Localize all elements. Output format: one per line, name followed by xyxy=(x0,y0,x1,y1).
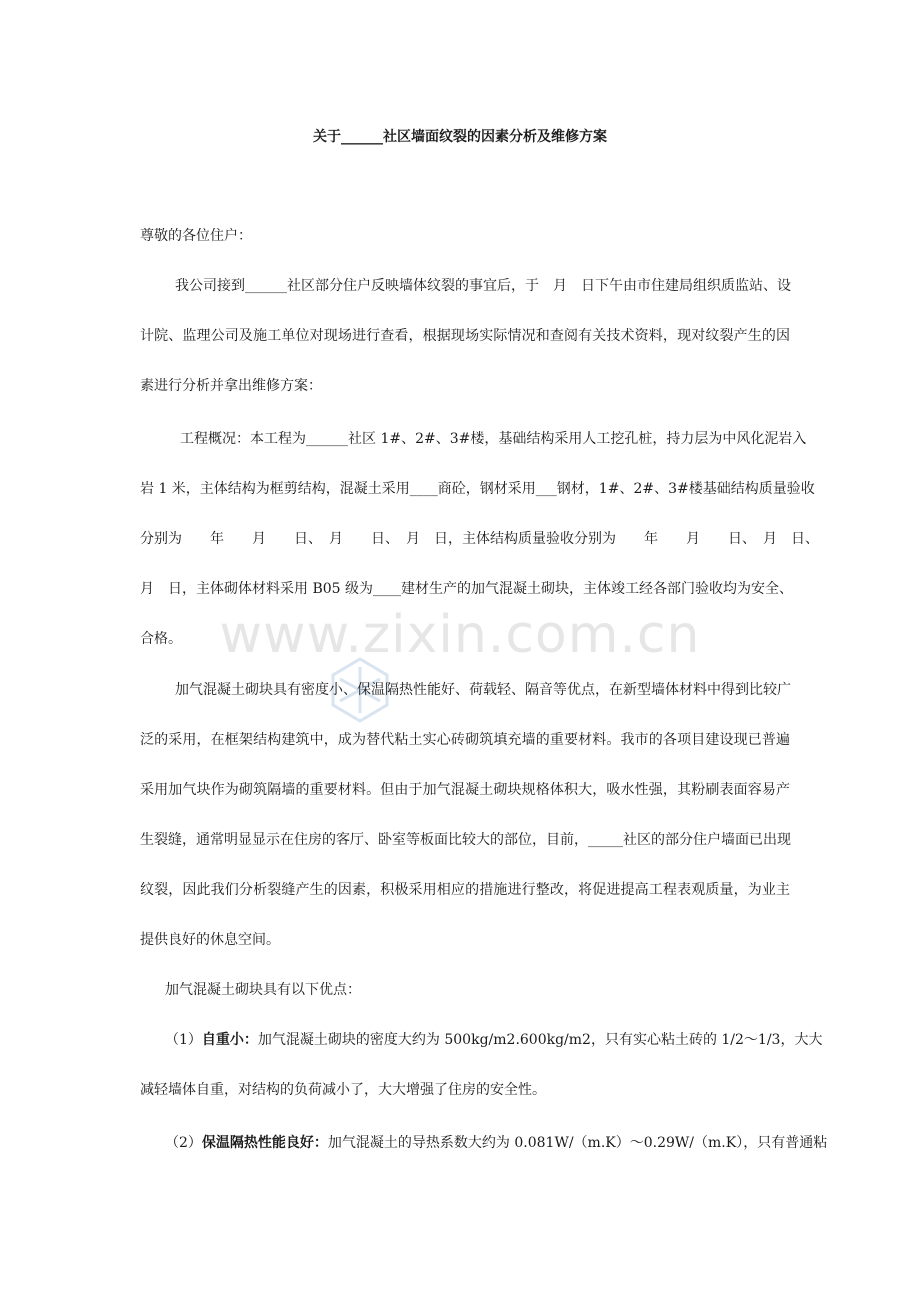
paragraph-3-line-1: 加气混凝土砌块具有密度小、保温隔热性能好、荷载轻、隔音等优点，在新型墙体材料中得到比较广 xyxy=(175,682,791,698)
list-item-1-line-2: 减轻墙体自重，对结构的负荷减小了，大大增强了住房的安全性。 xyxy=(140,1082,546,1098)
paragraph-1-line-1: 我公司接到______社区部分住户反映墙体纹裂的事宜后，于 月 日下午由市住建局组织质监站、设 xyxy=(175,278,791,294)
paragraph-3-line-2: 泛的采用，在框架结构建筑中，成为替代粘土实心砖砌筑填充墙的重要材料。我市的各项目建设现已普遍 xyxy=(140,732,790,748)
paragraph-1-line-3: 素进行分析并拿出维修方案： xyxy=(140,378,322,394)
list-item-1-heading: 自重小： xyxy=(201,1032,258,1048)
watermark-text: www.zixin.com.cn xyxy=(219,605,701,665)
paragraph-3-line-4: 生裂缝，通常明显显示在住房的客厅、卧室等板面比较大的部位，目前，_____社区的部分住户墙面已出现 xyxy=(140,832,791,848)
list-item-2-number: （2） xyxy=(165,1135,202,1151)
paragraph-3-line-5: 纹裂，因此我们分析裂缝产生的因素，积极采用相应的措施进行整改，将促进提高工程表观质量，为业主 xyxy=(140,882,790,898)
paragraph-1-line-2: 计院、监理公司及施工单位对现场进行查看，根据现场实际情况和查阅有关技术资料，现对纹裂产生的因 xyxy=(140,328,790,344)
paragraph-3-line-6: 提供良好的休息空间。 xyxy=(140,932,280,948)
paragraph-2-line-3: 分别为 年 月 日、 月 日、 月 日，主体结构质量验收分别为 年 月 日、 月 日、 xyxy=(140,531,819,547)
paragraph-2-line-4: 月 日，主体砌体材料采用 B05 级为____建材生产的加气混凝土砌块，主体竣工经各部门验收均为安全、 xyxy=(140,581,794,597)
paragraph-3-line-3: 采用加气块作为砌筑隔墙的重要材料。但由于加气混凝土砌块规格体积大，吸水性强，其粉刷表面容易产 xyxy=(140,782,790,798)
paragraph-4: 加气混凝土砌块具有以下优点： xyxy=(165,982,361,998)
paragraph-2-line-1: 工程概况：本工程为______社区 1#、2#、3#楼，基础结构采用人工挖孔桩，持力层为中风化泥岩入 xyxy=(180,431,807,447)
list-item-1-number: （1） xyxy=(165,1032,202,1048)
document-title: 关于______社区墙面纹裂的因素分析及维修方案 xyxy=(313,129,607,145)
list-item-1-text: 加气混凝土砌块的密度大约为 500kg/m2.600kg/m2，只有实心粘土砖的 1/2～1/3，大大 xyxy=(257,1032,823,1048)
list-item-2-text: 加气混凝土的导热系数大约为 0.081W/（m.K）～0.29W/（m.K），只有普通粘 xyxy=(327,1135,828,1151)
salutation: 尊敬的各位住户： xyxy=(140,228,252,244)
paragraph-2-line-2: 岩 1 米，主体结构为框剪结构，混凝土采用____商砼，钢材采用___钢材，1#、2#、3#楼基础结构质量验收 xyxy=(140,481,815,497)
paragraph-2-line-5: 合格。 xyxy=(140,631,182,647)
list-item-2-heading: 保温隔热性能良好： xyxy=(201,1135,328,1151)
list-item-2-line-1 xyxy=(165,1133,828,1153)
list-item-1-line-1 xyxy=(165,1030,823,1050)
